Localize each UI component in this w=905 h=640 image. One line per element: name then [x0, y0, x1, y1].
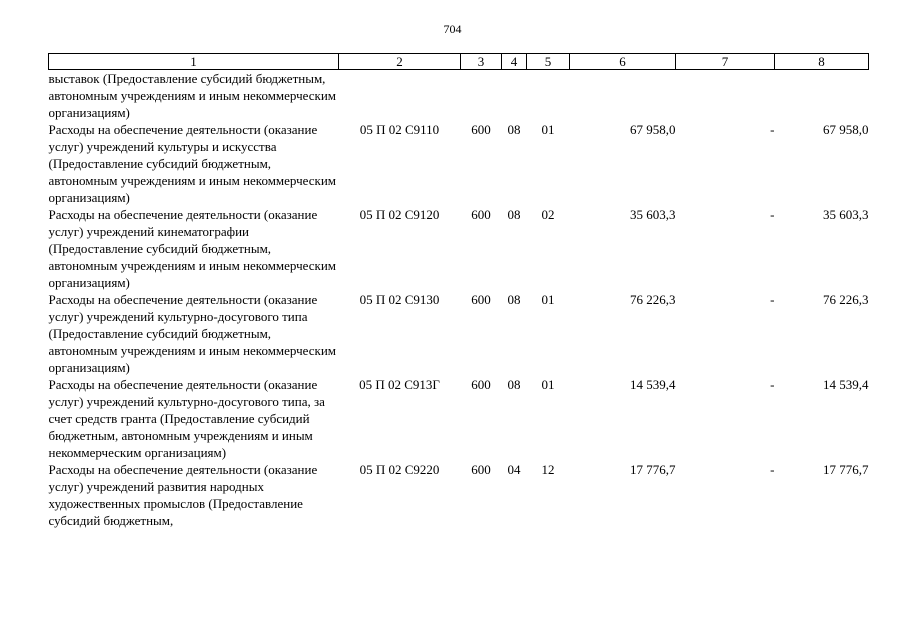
row-col-5: 01 — [541, 292, 555, 307]
row-name: Расходы на обеспечение деятельности (оказание услуг) учреждений кинематографии (Предоставление субсидий бюджетным, автономным учреждениям и иным некоммерческим организациям) — [48, 207, 337, 290]
table-row — [49, 291, 869, 376]
column-header-6: 6 — [570, 54, 676, 70]
page-number: 704 — [443, 22, 462, 36]
row-col-6: 35 603,3 — [630, 207, 676, 222]
row-name: выставок (Предоставление субсидий бюджетным, автономным учреждениям и иным некоммерческим организациям) — [48, 71, 337, 120]
column-header-2: 2 — [339, 54, 461, 70]
row-col-7 — [676, 70, 775, 122]
row-col-3: 600 — [471, 122, 491, 137]
column-header-1: 1 — [49, 54, 339, 70]
row-col-5 — [527, 70, 570, 122]
row-col-5: 02 — [541, 207, 555, 222]
row-col-6 — [570, 70, 676, 122]
row-col-4 — [502, 70, 527, 122]
row-col-5: 12 — [541, 462, 555, 477]
row-name: Расходы на обеспечение деятельности (оказание услуг) учреждений культурно-досугового типа, за счет средств гранта (Предоставление субсидий бюджетным, автономным учреждениям и иным некоммерческим организациям) — [48, 377, 325, 460]
row-col-3: 600 — [471, 292, 491, 307]
row-col-7: - — [770, 292, 775, 307]
row-name: Расходы на обеспечение деятельности (оказание услуг) учреждений культуры и искусства (Предоставление субсидий бюджетным, автономным учреждениям и иным некоммерческим организациям) — [48, 122, 337, 205]
row-col-6: 14 539,4 — [630, 377, 676, 392]
row-col-4: 04 — [507, 462, 521, 477]
row-col-4: 08 — [507, 122, 521, 137]
row-col-8: 35 603,3 — [823, 207, 869, 222]
row-col-4: 08 — [507, 377, 521, 392]
row-col-7: - — [770, 122, 775, 137]
row-code: 05 П 02 С9220 — [359, 462, 440, 477]
column-header-8: 8 — [775, 54, 869, 70]
row-col-7: - — [770, 462, 775, 477]
row-col-7: - — [770, 207, 775, 222]
table-row — [49, 70, 869, 122]
row-col-3: 600 — [471, 207, 491, 222]
table-row — [49, 461, 869, 529]
row-col-8: 76 226,3 — [823, 292, 869, 307]
row-col-3: 600 — [471, 462, 491, 477]
row-col-4: 08 — [507, 207, 521, 222]
row-col-8: 14 539,4 — [823, 377, 869, 392]
row-name: Расходы на обеспечение деятельности (оказание услуг) учреждений культурно-досугового типа (Предоставление субсидий бюджетным, автономным учреждениям и иным некоммерческим организациям) — [48, 292, 337, 375]
row-col-5: 01 — [541, 377, 555, 392]
row-name: Расходы на обеспечение деятельности (оказание услуг) учреждений развития народных художественных промыслов (Предоставление субсидий бюджетным, — [48, 462, 318, 528]
column-header-5: 5 — [527, 54, 570, 70]
row-col-6: 76 226,3 — [630, 292, 676, 307]
row-code: 05 П 02 С9120 — [359, 207, 440, 222]
column-header-4: 4 — [502, 54, 527, 70]
table-row — [49, 376, 869, 461]
column-header-3: 3 — [461, 54, 502, 70]
column-header-7: 7 — [676, 54, 775, 70]
row-col-5: 01 — [541, 122, 555, 137]
row-col-3 — [461, 70, 502, 122]
row-col-4: 08 — [507, 292, 521, 307]
row-col-8: 67 958,0 — [823, 122, 869, 137]
row-col-6: 17 776,7 — [630, 462, 676, 477]
row-col-6: 67 958,0 — [630, 122, 676, 137]
row-col-8 — [775, 70, 869, 122]
row-col-8: 17 776,7 — [823, 462, 869, 477]
row-code — [339, 70, 461, 122]
header-row — [49, 54, 869, 70]
row-code: 05 П 02 С9110 — [359, 122, 440, 137]
row-code: 05 П 02 С913Г — [359, 377, 440, 392]
table-row — [49, 206, 869, 291]
table-row — [49, 121, 869, 206]
row-code: 05 П 02 С9130 — [359, 292, 440, 307]
budget-table — [48, 53, 869, 529]
row-col-7: - — [770, 377, 775, 392]
row-col-3: 600 — [471, 377, 491, 392]
